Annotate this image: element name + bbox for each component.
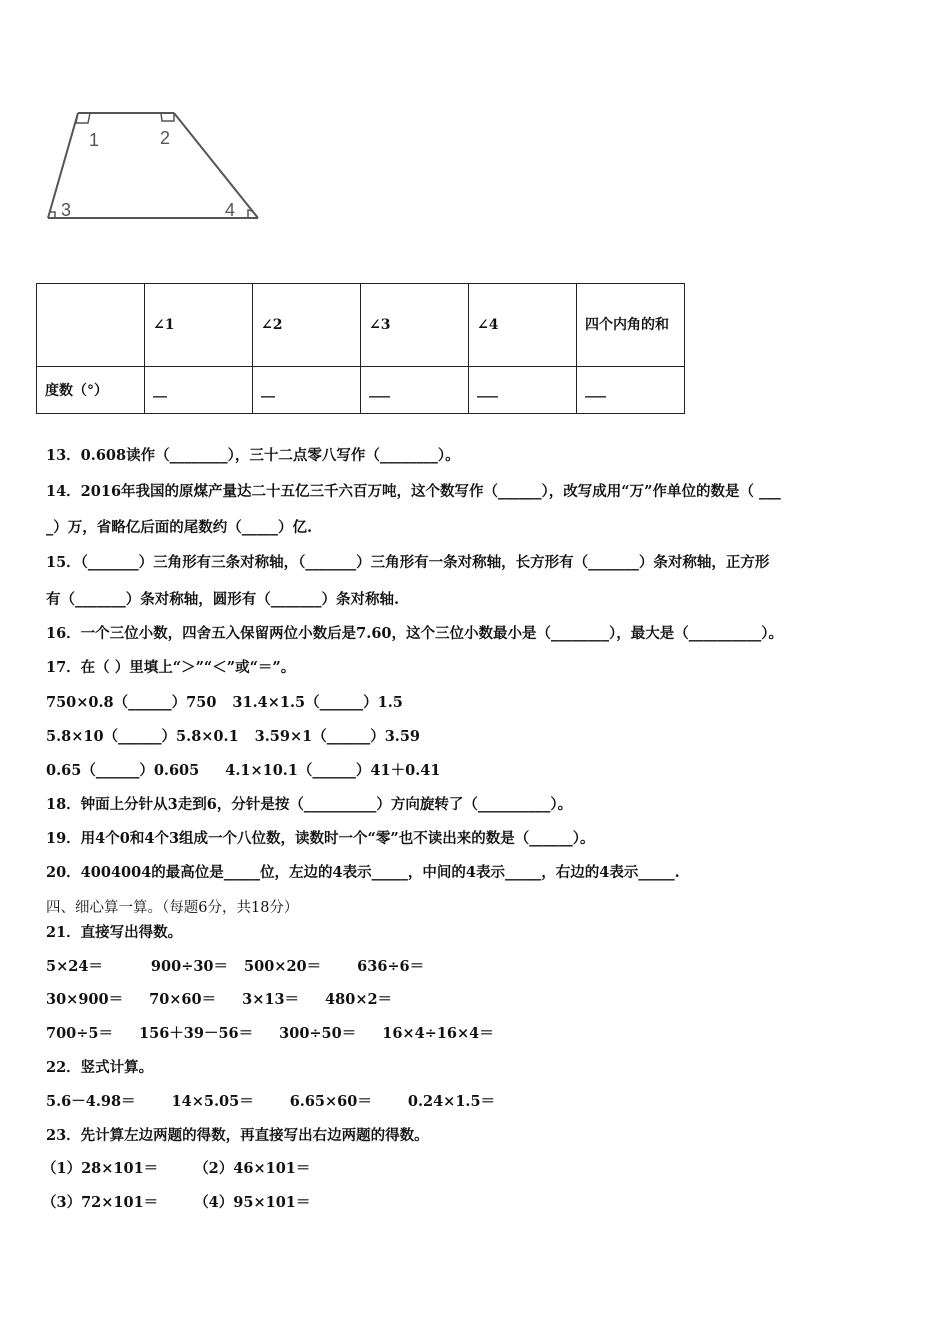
calc-item: 0.24×1.5＝ [407, 1093, 496, 1110]
question-15-line1: 15．（_______）三角形有三条对称轴，（_______）三角形有一条对称轴，长方形有（_______）条对称轴，正方形 [46, 554, 770, 571]
calc-item: （2）46×101＝ [194, 1160, 311, 1177]
question-14-line2: _）万，省略亿后面的尾数约（_____）亿. [46, 519, 313, 536]
question-14-line1: 14．2016年我国的原煤产量达二十五亿三千六百万吨，这个数写作（______），改写成用“万”作单位的数是（ ___ [46, 483, 781, 500]
table-cell-blank[interactable]: ___ [361, 367, 469, 414]
trapezoid-figure [42, 104, 272, 228]
calc-item: 5.6－4.98＝ [46, 1093, 136, 1110]
compare-item: 31.4×1.5（______）1.5 [232, 694, 403, 711]
table-header-row [37, 284, 685, 367]
question-16: 16．一个三位小数，四舍五入保留两位小数后是7.60，这个三位小数最小是（________），最大是（__________）。 [46, 625, 783, 642]
table-cell-blank[interactable]: ___ [469, 367, 577, 414]
question-23-row [42, 1157, 310, 1178]
question-21-row [46, 988, 392, 1009]
angle-label-1: 1 [89, 130, 100, 150]
question-23: 23．先计算左边两题的得数，再直接写出右边两题的得数。 [46, 1127, 429, 1144]
calc-item: 300÷50＝ [279, 1025, 357, 1042]
calc-item: 30×900＝ [46, 991, 124, 1008]
question-20: 20．4004004的最高位是_____位，左边的4表示_____，中间的4表示_____，右边的4表示_____. [46, 864, 680, 881]
table-cell-blank[interactable]: __ [145, 367, 253, 414]
calc-item: （4）95×101＝ [194, 1194, 311, 1211]
table-header-cell: ∠4 [469, 284, 577, 367]
calc-item: 14×5.05＝ [171, 1093, 254, 1110]
table-header-cell: 四个内角的和 [577, 284, 685, 367]
calc-item: 636÷6＝ [357, 958, 425, 975]
compare-item: 0.65（______）0.605 [46, 762, 200, 779]
calc-item: （3）72×101＝ [42, 1194, 159, 1211]
table-header-cell: ∠2 [253, 284, 361, 367]
angle-label-3: 3 [61, 200, 72, 220]
question-23-row [42, 1191, 310, 1212]
table-row-label: 度数（°） [37, 367, 145, 414]
question-22: 22．竖式计算。 [46, 1059, 154, 1076]
compare-item: 4.1×10.1（______）41＋0.41 [225, 762, 441, 779]
calc-item: 156＋39－56＝ [139, 1025, 254, 1042]
question-13: 13．0.608读作（________），三十二点零八写作（________）。 [46, 447, 460, 464]
angle-label-2: 2 [160, 128, 171, 148]
table-header-cell [37, 284, 145, 367]
calc-item: 70×60＝ [149, 991, 217, 1008]
compare-item: 750×0.8（______）750 [46, 694, 217, 711]
table-cell-blank[interactable]: __ [253, 367, 361, 414]
calc-item: 480×2＝ [325, 991, 393, 1008]
question-19: 19．用4个0和4个3组成一个八位数，读数时一个“零”也不读出来的数是（______）。 [46, 830, 595, 847]
angle-label-4: 4 [225, 200, 236, 220]
table-row [37, 367, 685, 414]
question-17: 17．在（ ）里填上“＞”“＜”或“＝”。 [46, 659, 296, 676]
question-17-row [46, 691, 403, 712]
question-18: 18．钟面上分针从3走到6，分针是按（__________）方向旋转了（__________）。 [46, 796, 573, 813]
compare-item: 3.59×1（______）3.59 [254, 728, 421, 745]
question-17-row [46, 725, 420, 746]
calc-item: 500×20＝ [244, 958, 322, 975]
question-17-row [46, 759, 440, 780]
calc-item: 900÷30＝ [150, 958, 229, 975]
calc-item: （1）28×101＝ [42, 1160, 159, 1177]
question-21-row [46, 955, 424, 976]
calc-item: 3×13＝ [242, 991, 300, 1008]
question-21-row [46, 1022, 494, 1043]
calc-item: 700÷5＝ [46, 1025, 114, 1042]
table-header-cell: ∠1 [145, 284, 253, 367]
question-22-row [46, 1090, 495, 1111]
table-header-cell: ∠3 [361, 284, 469, 367]
section-heading: 四、细心算一算。（每题6分，共18分） [46, 900, 299, 916]
calc-item: 16×4÷16×4＝ [382, 1025, 494, 1042]
compare-item: 5.8×10（______）5.8×0.1 [46, 728, 239, 745]
angle-table [36, 283, 685, 414]
calc-item: 6.65×60＝ [289, 1093, 372, 1110]
calc-item: 5×24＝ [46, 958, 103, 975]
question-15-line2: 有（_______）条对称轴，圆形有（_______）条对称轴. [46, 591, 400, 608]
question-21: 21．直接写出得数。 [46, 924, 183, 941]
table-cell-blank[interactable]: ___ [577, 367, 685, 414]
